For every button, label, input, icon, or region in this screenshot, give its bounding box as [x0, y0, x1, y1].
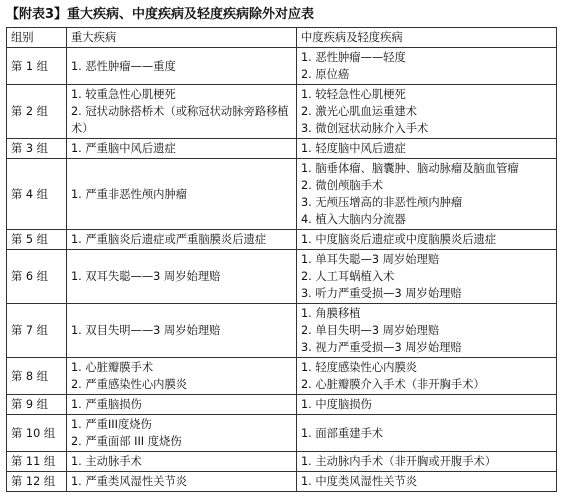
minor-disease-item: 4. 植入大脑内分流器 — [301, 213, 406, 226]
table-header-row — [7, 28, 557, 48]
header-major-disease: 重大疾病 — [67, 28, 297, 48]
major-disease-cell — [67, 85, 297, 139]
header-group: 组别 — [7, 28, 67, 48]
moderate-minor-disease-cell — [297, 48, 557, 85]
moderate-minor-disease-cell — [297, 159, 557, 230]
minor-disease-item: 2. 微创颅脑手术 — [301, 179, 384, 192]
major-disease-item: 2. 冠状动脉搭桥术（或称冠状动脉旁路移植术） — [71, 105, 289, 135]
minor-disease-item: 1. 恶性肿瘤——轻度 — [301, 51, 406, 64]
minor-disease-item: 1. 中度脑炎后遗症或中度脑膜炎后遗症 — [301, 233, 497, 246]
minor-disease-item: 1. 轻度感染性心内膜炎 — [301, 361, 418, 374]
group-cell: 第 11 组 — [7, 452, 67, 472]
minor-disease-item: 2. 原位癌 — [301, 68, 350, 81]
major-disease-item: 1. 严重脑炎后遗症或严重脑膜炎后遗症 — [71, 233, 267, 246]
minor-disease-item: 1. 中度类风湿性关节炎 — [301, 475, 418, 488]
moderate-minor-disease-cell — [297, 250, 557, 304]
minor-disease-item: 1. 单耳失聪—3 周岁始理赔 — [301, 253, 440, 266]
group-cell: 第 5 组 — [7, 230, 67, 250]
table-row — [7, 472, 557, 492]
table-body — [7, 48, 557, 492]
major-disease-item: 1. 严重脑中风后遗症 — [71, 142, 176, 155]
major-disease-cell — [67, 452, 297, 472]
major-disease-item: 2. 严重感染性心内膜炎 — [71, 378, 188, 391]
major-disease-item: 1. 双目失明——3 周岁始理赔 — [71, 324, 221, 337]
table-row — [7, 139, 557, 159]
group-cell: 第 8 组 — [7, 358, 67, 395]
table-row — [7, 395, 557, 415]
table-row — [7, 250, 557, 304]
major-disease-item: 1. 严重非恶性颅内肿瘤 — [71, 187, 188, 201]
group-cell: 第 10 组 — [7, 415, 67, 452]
minor-disease-item: 3. 无颅压增高的非恶性颅内肿瘤 — [301, 196, 463, 209]
major-disease-cell — [67, 159, 297, 230]
major-disease-item: 1. 较重急性心肌梗死 — [71, 88, 176, 101]
major-disease-cell — [67, 472, 297, 492]
major-disease-cell — [67, 415, 297, 452]
moderate-minor-disease-cell — [297, 139, 557, 159]
minor-disease-item: 1. 角膜移植 — [301, 307, 361, 320]
major-disease-cell — [67, 395, 297, 415]
major-disease-item: 1. 严重III度烧伤 — [71, 418, 152, 431]
major-disease-item: 1. 双耳失聪——3 周岁始理赔 — [71, 270, 221, 283]
minor-disease-item: 2. 单目失明—3 周岁始理赔 — [301, 324, 440, 337]
minor-disease-item: 2. 人工耳蜗植入术 — [301, 270, 395, 283]
minor-disease-item: 3. 微创冠状动脉介入手术 — [301, 122, 429, 135]
major-disease-cell — [67, 139, 297, 159]
table-row — [7, 230, 557, 250]
minor-disease-item: 1. 面部重建手术 — [301, 426, 384, 440]
group-cell: 第 4 组 — [7, 159, 67, 230]
minor-disease-item: 1. 轻度脑中风后遗症 — [301, 142, 406, 155]
moderate-minor-disease-cell — [297, 415, 557, 452]
table-row — [7, 452, 557, 472]
moderate-minor-disease-cell — [297, 230, 557, 250]
group-cell: 第 12 组 — [7, 472, 67, 492]
major-disease-cell — [67, 230, 297, 250]
minor-disease-item: 2. 激光心肌血运重建术 — [301, 105, 418, 118]
table-row — [7, 304, 557, 358]
moderate-minor-disease-cell — [297, 395, 557, 415]
minor-disease-item: 3. 听力严重受损—3 周岁始理赔 — [301, 287, 462, 300]
exclusion-table — [6, 27, 557, 492]
major-disease-cell — [67, 48, 297, 85]
moderate-minor-disease-cell — [297, 304, 557, 358]
major-disease-item: 1. 心脏瓣膜手术 — [71, 361, 154, 374]
group-cell: 第 9 组 — [7, 395, 67, 415]
table-row — [7, 48, 557, 85]
moderate-minor-disease-cell — [297, 358, 557, 395]
moderate-minor-disease-cell — [297, 472, 557, 492]
group-cell: 第 7 组 — [7, 304, 67, 358]
major-disease-item: 2. 严重面部 III 度烧伤 — [71, 435, 182, 448]
table-row — [7, 358, 557, 395]
major-disease-cell — [67, 250, 297, 304]
minor-disease-item: 2. 心脏瓣膜介入手术（非开胸手术） — [301, 378, 485, 391]
minor-disease-item: 1. 主动脉内手术（非开胸或开腹手术） — [301, 455, 497, 468]
minor-disease-item: 1. 较轻急性心肌梗死 — [301, 88, 406, 101]
group-cell: 第 1 组 — [7, 48, 67, 85]
minor-disease-item: 3. 视力严重受损—3 周岁始理赔 — [301, 341, 462, 354]
minor-disease-item: 1. 中度脑损伤 — [301, 398, 372, 411]
major-disease-item: 1. 恶性肿瘤——重度 — [71, 59, 176, 73]
table-title: 【附表3】重大疾病、中度疾病及轻度疾病除外对应表 — [6, 7, 315, 22]
minor-disease-item: 1. 脑垂体瘤、脑囊肿、脑动脉瘤及脑血管瘤 — [301, 162, 519, 175]
moderate-minor-disease-cell — [297, 85, 557, 139]
table-row — [7, 159, 557, 230]
major-disease-cell — [67, 358, 297, 395]
major-disease-item: 1. 严重类风湿性关节炎 — [71, 475, 188, 488]
header-moderate-minor-disease: 中度疾病及轻度疾病 — [297, 28, 557, 48]
major-disease-item: 1. 主动脉手术 — [71, 455, 142, 468]
major-disease-cell — [67, 304, 297, 358]
major-disease-item: 1. 严重脑损伤 — [71, 398, 142, 411]
group-cell: 第 2 组 — [7, 85, 67, 139]
group-cell: 第 6 组 — [7, 250, 67, 304]
table-row — [7, 85, 557, 139]
table-row — [7, 415, 557, 452]
moderate-minor-disease-cell — [297, 452, 557, 472]
group-cell: 第 3 组 — [7, 139, 67, 159]
